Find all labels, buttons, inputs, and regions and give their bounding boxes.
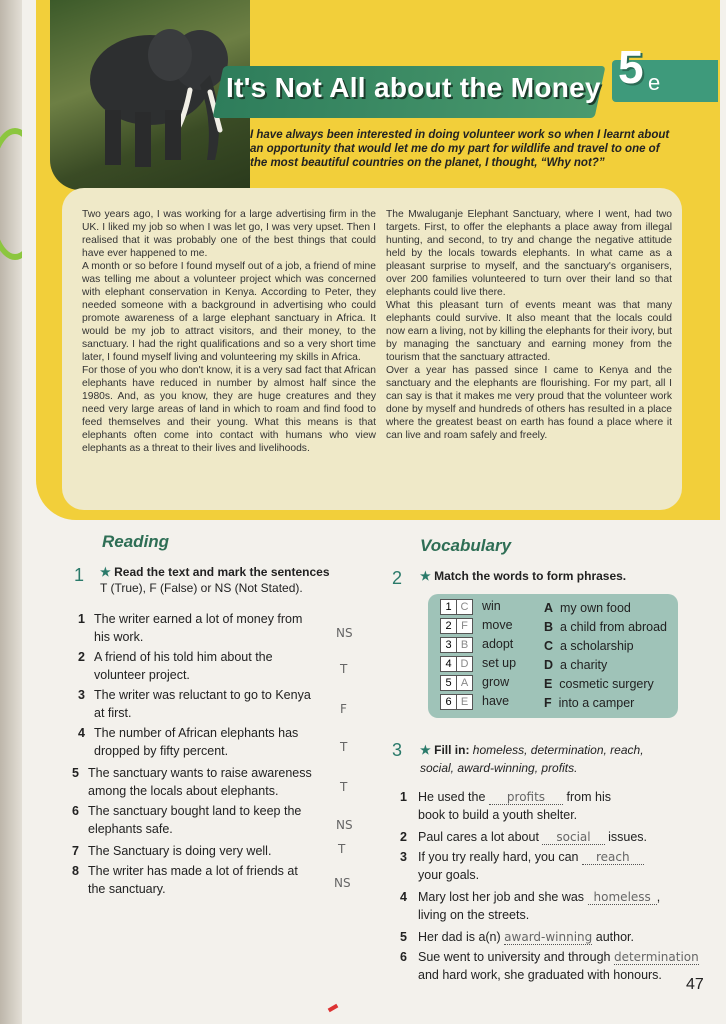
instruction-line: Read the text and mark the sentences bbox=[114, 565, 330, 579]
instruction-line: T (True), F (False) or NS (Not Stated). bbox=[100, 581, 303, 595]
match-number: 6 bbox=[440, 694, 457, 710]
match-answer-box[interactable]: A bbox=[456, 675, 473, 691]
star-icon: ★ bbox=[420, 743, 431, 757]
reading-item: 8 The writer has made a lot of friends at the sanctuary. bbox=[72, 864, 298, 896]
fill-item: 3 If you try really hard, you can reach your goals. bbox=[400, 848, 690, 884]
article-paragraph: A month or so before I found myself out of a job, a friend of mine was telling me about a volunteer project which was concerned with elephant conservation in Kenya. According to Peter, they needed someone with a background in advertising who could promote awareness of a large elephant sanctuary in Africa. It would be my job to attract visitors, and their money, to the sanctuary. I had the right qualifications and so a very short time later, I found myself living and volunteering my skills in Africa. bbox=[82, 261, 376, 363]
article-column-left bbox=[82, 208, 376, 455]
fill-item: 4 Mary lost her job and she was homeless , living on the streets. bbox=[400, 890, 661, 922]
fill-item: 1 He used the profits from his book to build a youth shelter. bbox=[400, 790, 611, 822]
article-paragraph: Over a year has passed since I came to Kenya and the sanctuary and the elephants are flourishing. For my part, all I can say is that it makes me very proud that the volunteer work done by myself and hundreds of others has resulted in a place where the greatest beast on earth has found a place where it can live and roam safely and freely. bbox=[386, 365, 672, 441]
answer-mark[interactable]: NS bbox=[334, 876, 351, 890]
match-answer-box[interactable]: B bbox=[456, 637, 473, 653]
match-number: 2 bbox=[440, 618, 457, 634]
article-paragraph: For those of you who don't know, it is a very sad fact that African elephants have reduced in number by almost half since the 1980s. And, as you know, they are huge creatures and they need very large areas of land in which to roam and find food to feed themselves and their young. What this means is that elephants often come into contact with humans who view elephants as a threat to their lives and livelihoods. bbox=[82, 365, 376, 454]
answer-mark[interactable]: T bbox=[338, 842, 346, 856]
match-answer-box[interactable]: C bbox=[456, 599, 473, 615]
match-option: D a charity bbox=[544, 658, 608, 672]
star-icon: ★ bbox=[100, 565, 111, 579]
article-paragraph: What this pleasant turn of events meant was that many elephants could survive. It also meant that the locals could now earn a living, not by killing the elephants for their ivory, but by managing the sanctuary and earning money from the tourism that the sanctuary attracted. bbox=[386, 300, 672, 363]
answer-blank[interactable]: award-winning bbox=[504, 930, 593, 944]
reading-item: 1 The writer earned a lot of money from his work. bbox=[78, 612, 303, 644]
fill-item: 2 Paul cares a lot about social issues. bbox=[400, 830, 648, 844]
reading-item: 2 A friend of his told him about the volunteer project. bbox=[78, 650, 273, 682]
match-answer-box[interactable]: F bbox=[456, 618, 473, 634]
exercise-instruction bbox=[420, 568, 680, 584]
exercise-instruction: ★ Fill in: homeless, determination, reach, social, award-winning, profits. bbox=[420, 743, 644, 775]
answer-blank[interactable]: determination bbox=[613, 950, 699, 964]
match-number: 4 bbox=[440, 656, 457, 672]
match-word: grow bbox=[482, 675, 510, 689]
match-word: set up bbox=[482, 656, 517, 670]
article-paragraph: The Mwaluganje Elephant Sanctuary, where I went, had two targets. First, to offer the elephants a place away from illegal hunting, and second, to try and change the negative attitude held by the locals towards elephants. In what came as a pleasant surprise to myself, and the sanctuary's organisers, over 200 families volunteered to turn over their land so that elephants could live there. bbox=[386, 209, 672, 298]
match-answer-box[interactable]: E bbox=[456, 694, 473, 710]
match-number: 3 bbox=[440, 637, 457, 653]
reading-item: 7 The Sanctuary is doing very well. bbox=[72, 844, 272, 858]
article-column-right bbox=[386, 208, 672, 442]
unit-letter: e bbox=[648, 70, 661, 95]
reading-heading: Reading bbox=[102, 532, 170, 551]
exercise-instruction bbox=[100, 564, 360, 596]
exercise-number: 2 bbox=[392, 568, 403, 588]
reading-item: 5 The sanctuary wants to raise awareness among the locals about elephants. bbox=[72, 766, 312, 798]
answer-mark[interactable]: T bbox=[340, 740, 348, 754]
match-word: have bbox=[482, 694, 510, 708]
match-number: 5 bbox=[440, 675, 457, 691]
match-option: A my own food bbox=[544, 601, 631, 615]
fill-item: 5 Her dad is a(n) award-winning author. bbox=[400, 930, 634, 944]
match-word: move bbox=[482, 618, 513, 632]
intro-paragraph: I have always been interested in doing volunteer work so when I learnt about an opportunity that would let me do my part for wildlife and travel to one of the most beautiful countries on the planet, I thought, “Why not?” bbox=[250, 129, 670, 169]
match-option: F into a camper bbox=[544, 696, 635, 710]
answer-mark[interactable]: F bbox=[340, 702, 347, 716]
unit-number: 5 bbox=[618, 41, 644, 93]
reading-item: 3 The writer was reluctant to go to Kenya at first. bbox=[78, 688, 311, 720]
reading-item: 4 The number of African elephants has dropped by fifty percent. bbox=[78, 726, 299, 758]
vocabulary-heading: Vocabulary bbox=[420, 536, 512, 555]
answer-blank[interactable]: homeless bbox=[588, 890, 657, 905]
match-answer-box[interactable]: D bbox=[456, 656, 473, 672]
answer-mark[interactable]: NS bbox=[336, 626, 353, 640]
answer-mark[interactable]: NS bbox=[336, 818, 353, 832]
page-title: It's Not All about the Money bbox=[226, 72, 601, 103]
answer-mark[interactable]: T bbox=[340, 780, 348, 794]
match-word: win bbox=[482, 599, 501, 613]
answer-blank[interactable]: profits bbox=[489, 790, 563, 805]
answer-blank[interactable]: reach bbox=[582, 850, 644, 865]
match-option: C a scholarship bbox=[544, 639, 634, 653]
star-icon: ★ bbox=[420, 569, 431, 583]
match-option: B a child from abroad bbox=[544, 620, 667, 634]
answer-blank[interactable]: social bbox=[542, 830, 604, 845]
answer-mark[interactable]: T bbox=[340, 662, 348, 676]
exercise-number: 3 bbox=[392, 740, 403, 760]
reading-item: 6 The sanctuary bought land to keep the elephants safe. bbox=[72, 804, 302, 836]
page-number: 47 bbox=[686, 976, 704, 993]
instruction-line: Match the words to form phrases. bbox=[434, 569, 627, 583]
article-paragraph: Two years ago, I was working for a large advertising firm in the UK. I liked my job so when I was let go, I was very upset. Then I realised that it was probably one of the best things that could have ever happened to me. bbox=[82, 209, 376, 259]
exercise-number: 1 bbox=[74, 565, 85, 585]
match-number: 1 bbox=[440, 599, 457, 615]
fill-item: 6 Sue went to university and through determination and hard work, she graduated with honours. bbox=[400, 950, 699, 982]
match-option: E cosmetic surgery bbox=[544, 677, 654, 691]
match-word: adopt bbox=[482, 637, 514, 651]
